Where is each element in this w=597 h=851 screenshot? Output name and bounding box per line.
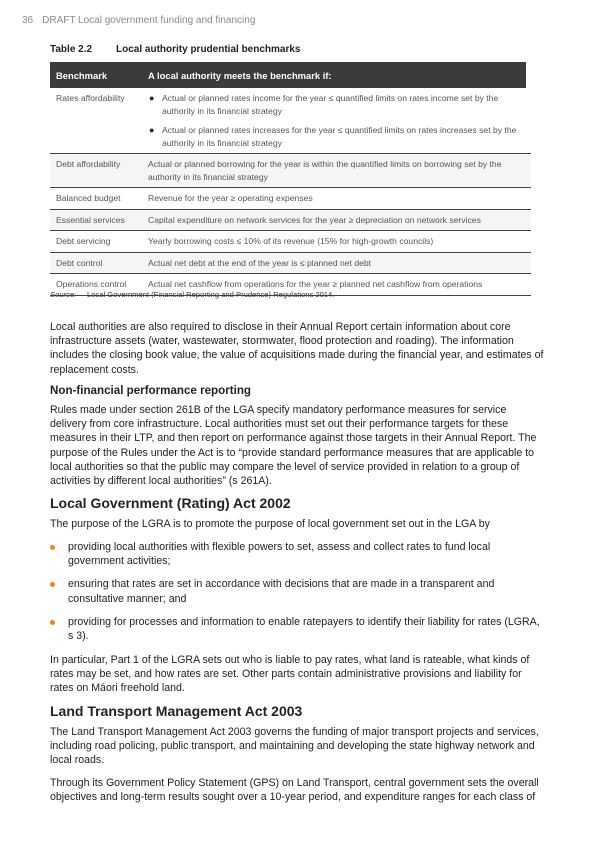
criteria-cell: Actual or planned borrowing for the year is within the quantified limits on borrowing set by the authority in its financial strategy — [142, 154, 531, 188]
paragraph-text: The purpose of the LGRA is to promote the purpose of local government set out in the LGA by — [50, 518, 490, 530]
paragraph — [50, 320, 545, 377]
criteria-cell: Yearly borrowing costs ≤ 10% of its revenue (15% for high-growth councils) — [142, 231, 531, 253]
benchmark-cell: Balanced budget — [50, 188, 142, 210]
section-heading: Land Transport Management Act 2003 — [50, 703, 303, 719]
list-item — [50, 540, 540, 568]
list-item-text: ensuring that rates are set in accordance with decisions that are made in a transparent and consultative manner; and — [68, 578, 495, 605]
paragraph-text: Rules made under section 261B of the LGA specify mandatory performance measures for service delivery from core infrastructure. Local authorities must set out their performance targets for these measures in their LTP, and then report on performance against those targets in their Annual Report. The purpose of the Rules under the Act is to “provide standard performance measures that are applicable to local authorities so that the public may compare the level of service provided in relation to a group of activities by different local authorities” (s 261A). — [50, 404, 537, 488]
criteria-cell — [142, 88, 531, 154]
source-text: Local Government (Financial Reporting and Prudence) Regulations 2014. — [87, 290, 335, 299]
list-item-text: Actual or planned rates income for the year ≤ quantified limits on rates income set by the authority in its financial strategy — [162, 93, 499, 116]
criteria-cell: Capital expenditure on network services for the year ≥ depreciation on network services — [142, 209, 531, 231]
table-row — [50, 231, 531, 253]
table-caption — [50, 44, 300, 55]
section-heading: Local Government (Rating) Act 2002 — [50, 495, 291, 511]
paragraph-text: Through its Government Policy Statement (GPS) on Land Transport, central government sets the overall objectives and long-term results sought over a 10-year period, and expenditure ranges for each class of — [50, 777, 539, 804]
benchmark-cell: Operations control — [50, 274, 142, 296]
list-item — [149, 124, 525, 149]
bullet-icon — [50, 620, 55, 625]
bullet-icon: ● — [149, 125, 155, 135]
list-item — [149, 92, 525, 117]
table-row — [50, 188, 531, 210]
bullet-icon: ● — [149, 93, 155, 103]
benchmarks-table — [50, 62, 535, 296]
paragraph-text: In particular, Part 1 of the LGRA sets out who is liable to pay rates, what land is rateable, what kinds of rates may be set, and how rates are set. Other parts contain administrative provisions and liability for rates on Māori freehold land. — [50, 654, 530, 695]
list-item-text: providing local authorities with flexible powers to set, assess and collect rates to fund local government activities; — [68, 541, 491, 568]
column-header-criteria: A local authority meets the benchmark if: — [142, 62, 531, 88]
criteria-cell: Actual net cashflow from operations for the year ≥ planned net cashflow from operations — [142, 274, 531, 296]
paragraph — [50, 725, 545, 768]
bullet-icon — [50, 545, 55, 550]
table-row — [50, 209, 531, 231]
source-label: Source: — [50, 290, 77, 299]
table-row — [50, 88, 531, 154]
list-item — [50, 615, 540, 643]
paragraph-text: The Land Transport Management Act 2003 governs the funding of major transport projects and services, including road policing, public transport, and maintaining and developing the state highway network and local roads. — [50, 726, 539, 767]
running-head — [22, 15, 255, 26]
criteria-cell: Revenue for the year ≥ operating expenses — [142, 188, 531, 210]
paragraph — [50, 776, 545, 804]
column-header-benchmark: Benchmark — [50, 62, 142, 88]
benchmark-cell: Debt affordability — [50, 154, 142, 188]
benchmark-cell: Debt control — [50, 252, 142, 274]
benchmark-cell: Debt servicing — [50, 231, 142, 253]
benchmark-cell: Essential services — [50, 209, 142, 231]
page-number: 36 — [22, 15, 34, 26]
running-head-title: DRAFT Local government funding and financing — [42, 15, 256, 26]
criteria-cell: Actual net debt at the end of the year is ≤ planned net debt — [142, 252, 531, 274]
table-number: Table 2.2 — [50, 44, 93, 55]
section-heading: Non-financial performance reporting — [50, 384, 251, 397]
table-header-row — [50, 62, 531, 88]
table-source — [50, 290, 334, 299]
table-row — [50, 252, 531, 274]
list-item-text: providing for processes and information to enable ratepayers to identify their liability for rates (LGRA, s 3). — [68, 615, 540, 643]
table-title: Local authority prudential benchmarks — [116, 44, 301, 55]
table-row — [50, 154, 531, 188]
criteria-list — [148, 92, 525, 149]
paragraph — [50, 517, 545, 531]
paragraph — [50, 653, 545, 696]
paragraph — [50, 403, 545, 488]
list-item — [50, 577, 540, 605]
bullet-list — [50, 540, 540, 652]
benchmark-cell: Rates affordability — [50, 88, 142, 154]
bullet-icon — [50, 582, 55, 587]
paragraph-text: Local authorities are also required to disclose in their Annual Report certain information about core infrastructure assets (water, wastewater, stormwater, flood protection and roading). The information includes the closing book value, the value of acquisitions made during the financial year, and estimates of replacement costs. — [50, 321, 544, 376]
list-item-text: Actual or planned rates increases for the year ≤ quantified limits on rates increases set by the authority in its financial strategy — [162, 125, 517, 148]
